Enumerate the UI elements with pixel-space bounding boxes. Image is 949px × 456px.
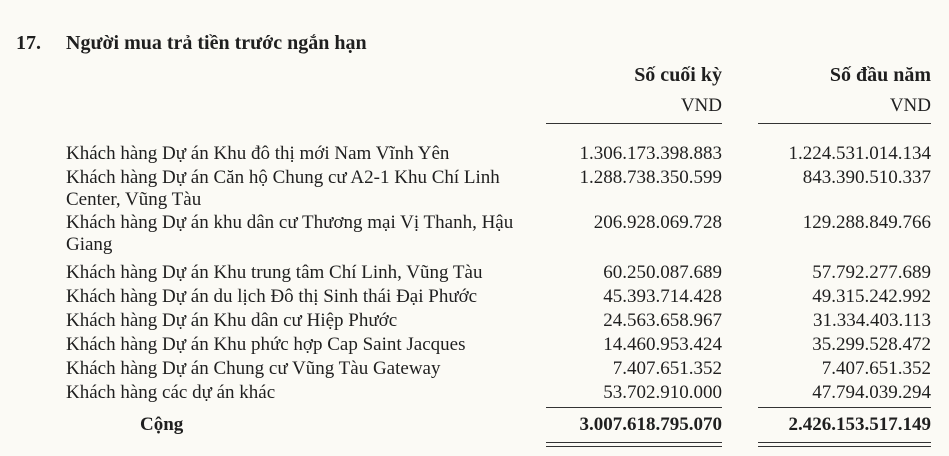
row-label: Khách hàng Dự án khu dân cư Thương mại Vị Thanh, Hậu Giang xyxy=(66,212,514,255)
row-label: Khách hàng Dự án Căn hộ Chung cư A2-1 Khu Chí Linh Center, Vũng Tàu xyxy=(66,167,500,210)
row-value-begin: 129.288.849.766 xyxy=(802,212,931,233)
total-rule-begin xyxy=(758,442,931,443)
row-value-begin: 1.224.531.014.134 xyxy=(788,143,931,164)
column-unit-end: VND xyxy=(680,95,722,116)
total-double-rule-end xyxy=(546,446,722,447)
row-value-end: 60.250.087.689 xyxy=(603,262,722,283)
column-header-end: Số cuối kỳ xyxy=(634,64,722,86)
section-heading xyxy=(0,32,949,56)
section-number: 17. xyxy=(16,32,41,54)
row-value-begin: 49.315.242.992 xyxy=(812,286,931,307)
row-label: Khách hàng Dự án Khu trung tâm Chí Linh, Vũng Tàu xyxy=(66,262,483,283)
row-value-end: 45.393.714.428 xyxy=(603,286,722,307)
total-value-end: 3.007.618.795.070 xyxy=(579,414,722,435)
row-label: Khách hàng Dự án du lịch Đô thị Sinh thái Đại Phước xyxy=(66,286,478,307)
row-value-begin: 7.407.651.352 xyxy=(821,358,931,379)
row-value-end: 14.460.953.424 xyxy=(603,334,722,355)
column-unit-begin: VND xyxy=(889,95,931,116)
row-value-end: 7.407.651.352 xyxy=(612,358,722,379)
total-value-begin: 2.426.153.517.149 xyxy=(788,414,931,435)
row-value-begin: 843.390.510.337 xyxy=(802,167,931,188)
row-label: Khách hàng Dự án Khu đô thị mới Nam Vĩnh Yên xyxy=(66,143,450,164)
row-value-end: 1.306.173.398.883 xyxy=(579,143,722,164)
row-value-begin: 47.794.039.294 xyxy=(812,382,931,403)
row-value-end: 53.702.910.000 xyxy=(603,382,722,403)
header-rule-begin xyxy=(758,123,931,124)
header-rule-end xyxy=(546,123,722,124)
row-label: Khách hàng các dự án khác xyxy=(66,382,276,403)
column-header-begin: Số đầu năm xyxy=(829,64,931,86)
row-value-end: 206.928.069.728 xyxy=(593,212,722,233)
row-value-end: 1.288.738.350.599 xyxy=(579,167,722,188)
row-value-begin: 31.334.403.113 xyxy=(812,310,931,331)
total-label: Cộng xyxy=(140,414,184,435)
section-title: Người mua trả tiền trước ngắn hạn xyxy=(66,32,367,54)
row-label: Khách hàng Dự án Khu phức hợp Cap Saint Jacques xyxy=(66,334,466,355)
row-value-begin: 35.299.528.472 xyxy=(812,334,931,355)
row-label: Khách hàng Dự án Khu dân cư Hiệp Phước xyxy=(66,310,398,331)
row-value-end: 24.563.658.967 xyxy=(603,310,722,331)
row-value-begin: 57.792.277.689 xyxy=(812,262,931,283)
subtotal-rule-begin xyxy=(758,407,931,408)
total-double-rule-begin xyxy=(758,446,931,447)
total-rule-end xyxy=(546,442,722,443)
subtotal-rule-end xyxy=(546,407,722,408)
row-label: Khách hàng Dự án Chung cư Vũng Tàu Gateway xyxy=(66,358,441,379)
